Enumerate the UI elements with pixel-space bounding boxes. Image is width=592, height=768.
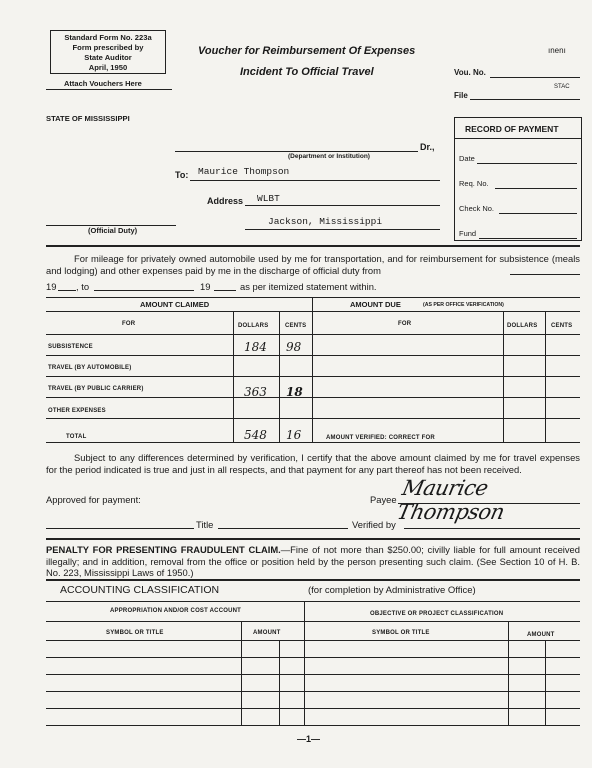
file-label: File (454, 91, 468, 100)
verified-by-label: Verified by (352, 519, 396, 530)
amount-due-note: (AS PER OFFICE VERIFICATION) (423, 302, 504, 308)
amount-verified-label: AMOUNT VERIFIED: CORRECT FOR (326, 435, 435, 441)
city-value: Jackson, Mississippi (268, 216, 383, 227)
row-other-label: OTHER EXPENSES (48, 408, 106, 414)
row-public-carrier-label: TRAVEL (BY PUBLIC CARRIER) (48, 386, 144, 392)
address-value: WLBT (257, 193, 280, 204)
record-of-payment-box (454, 117, 582, 241)
amount-due-header: AMOUNT DUE (350, 300, 401, 309)
dr-label: Dr., (420, 142, 435, 152)
address-label: Address (207, 196, 244, 206)
row-subsistence-dollars: 184 (244, 340, 267, 354)
page-number: —1— (297, 734, 321, 744)
form-auditor: State Auditor (84, 53, 132, 62)
record-check: Check No. (459, 204, 495, 213)
col-dollars-left: DOLLARS (238, 323, 269, 329)
penalty-text: —Fine of not more than $250.00; civilly liable for full amount received illegally; and in addition, removal from the office or position held by the person presenting such claim. (See Section 10 of H. B. No. 223, Mississippi Laws of 1950.) (46, 544, 580, 578)
record-fund: Fund (459, 229, 477, 238)
appropriation-header: APPROPRIATION AND/OR COST ACCOUNT (110, 608, 242, 614)
total-cents: 16 (286, 428, 302, 442)
payee-name: Maurice Thompson (198, 166, 290, 177)
row-subsistence-cents: 98 (286, 340, 302, 354)
row-subsistence-label: SUBSISTENCE (48, 344, 93, 350)
record-req: Req. No. (459, 179, 489, 188)
voucher-title: Voucher for Reimbursement Of Expenses (198, 45, 416, 57)
voucher-subtitle: Incident To Official Travel (240, 66, 374, 78)
itemized-text: as per itemized statement within. (240, 281, 377, 292)
form-prescribed: Form prescribed by (72, 43, 144, 52)
total-label: TOTAL (66, 434, 87, 440)
symbol-title-left: SYMBOL OR TITLE (106, 630, 164, 636)
amount-right: AMOUNT (527, 632, 555, 638)
form-number: Standard Form No. 223a (64, 33, 152, 42)
attach-vouchers-label: Attach Vouchers Here (64, 79, 142, 88)
to-label: To: (175, 170, 189, 180)
title-label: Title (196, 519, 214, 530)
symbol-title-right: SYMBOL OR TITLE (372, 630, 430, 636)
form-id-box (50, 30, 166, 74)
objective-header: OBJECTIVE OR PROJECT CLASSIFICATION (370, 611, 504, 617)
row-public-carrier-cents: 18 (286, 385, 303, 399)
penalty-paragraph (46, 544, 580, 579)
col-cents-right: CENTS (551, 323, 573, 329)
corner-mark: ınenı (548, 46, 566, 55)
amount-claimed-header: AMOUNT CLAIMED (140, 300, 210, 309)
col-cents-left: CENTS (285, 323, 307, 329)
amount-left: AMOUNT (253, 630, 281, 636)
date-to: , to (76, 281, 90, 292)
certification-text: Subject to any differences determined by verification, I certify that the above amount claimed by me for travel expenses for the period indicated is true and just in all respects, and that payment for any part thereof has not been received. (46, 452, 580, 475)
state-label: STATE OF MISSISSIPPI (46, 114, 130, 123)
penalty-heading: PENALTY FOR PRESENTING FRAUDULENT CLAIM. (46, 544, 281, 555)
accounting-subtitle: (for completion by Administrative Office) (308, 585, 476, 596)
intro-paragraph: For mileage for privately owned automobile used by me for transportation, and for reimbursement for subsistence (meals and lodging) and other expenses paid by me in the discharge of official duty from (46, 253, 580, 276)
payee-signature: Maurice Thompson (394, 476, 507, 524)
date-19a: 19 (46, 281, 57, 292)
date-19b: 19 (200, 281, 211, 292)
official-duty-caption: (Official Duty) (88, 226, 138, 235)
record-date: Date (459, 154, 475, 163)
col-for-right: FOR (398, 321, 412, 327)
accounting-title: ACCOUNTING CLASSIFICATION (60, 584, 220, 596)
approved-label: Approved for payment: (46, 494, 141, 505)
form-date: April, 1950 (88, 63, 128, 72)
department-caption: (Department or Institution) (288, 153, 370, 160)
record-title: RECORD OF PAYMENT (465, 124, 559, 134)
file-stamp: STAC (554, 84, 570, 90)
row-public-carrier-dollars: 363 (244, 385, 267, 399)
col-dollars-right: DOLLARS (507, 323, 538, 329)
row-automobile-label: TRAVEL (BY AUTOMOBILE) (48, 365, 132, 371)
col-for-left: FOR (122, 321, 136, 327)
total-dollars: 548 (244, 428, 267, 442)
payee-label: Payee (370, 494, 397, 505)
voucher-number-label: Vou. No. (454, 68, 486, 77)
